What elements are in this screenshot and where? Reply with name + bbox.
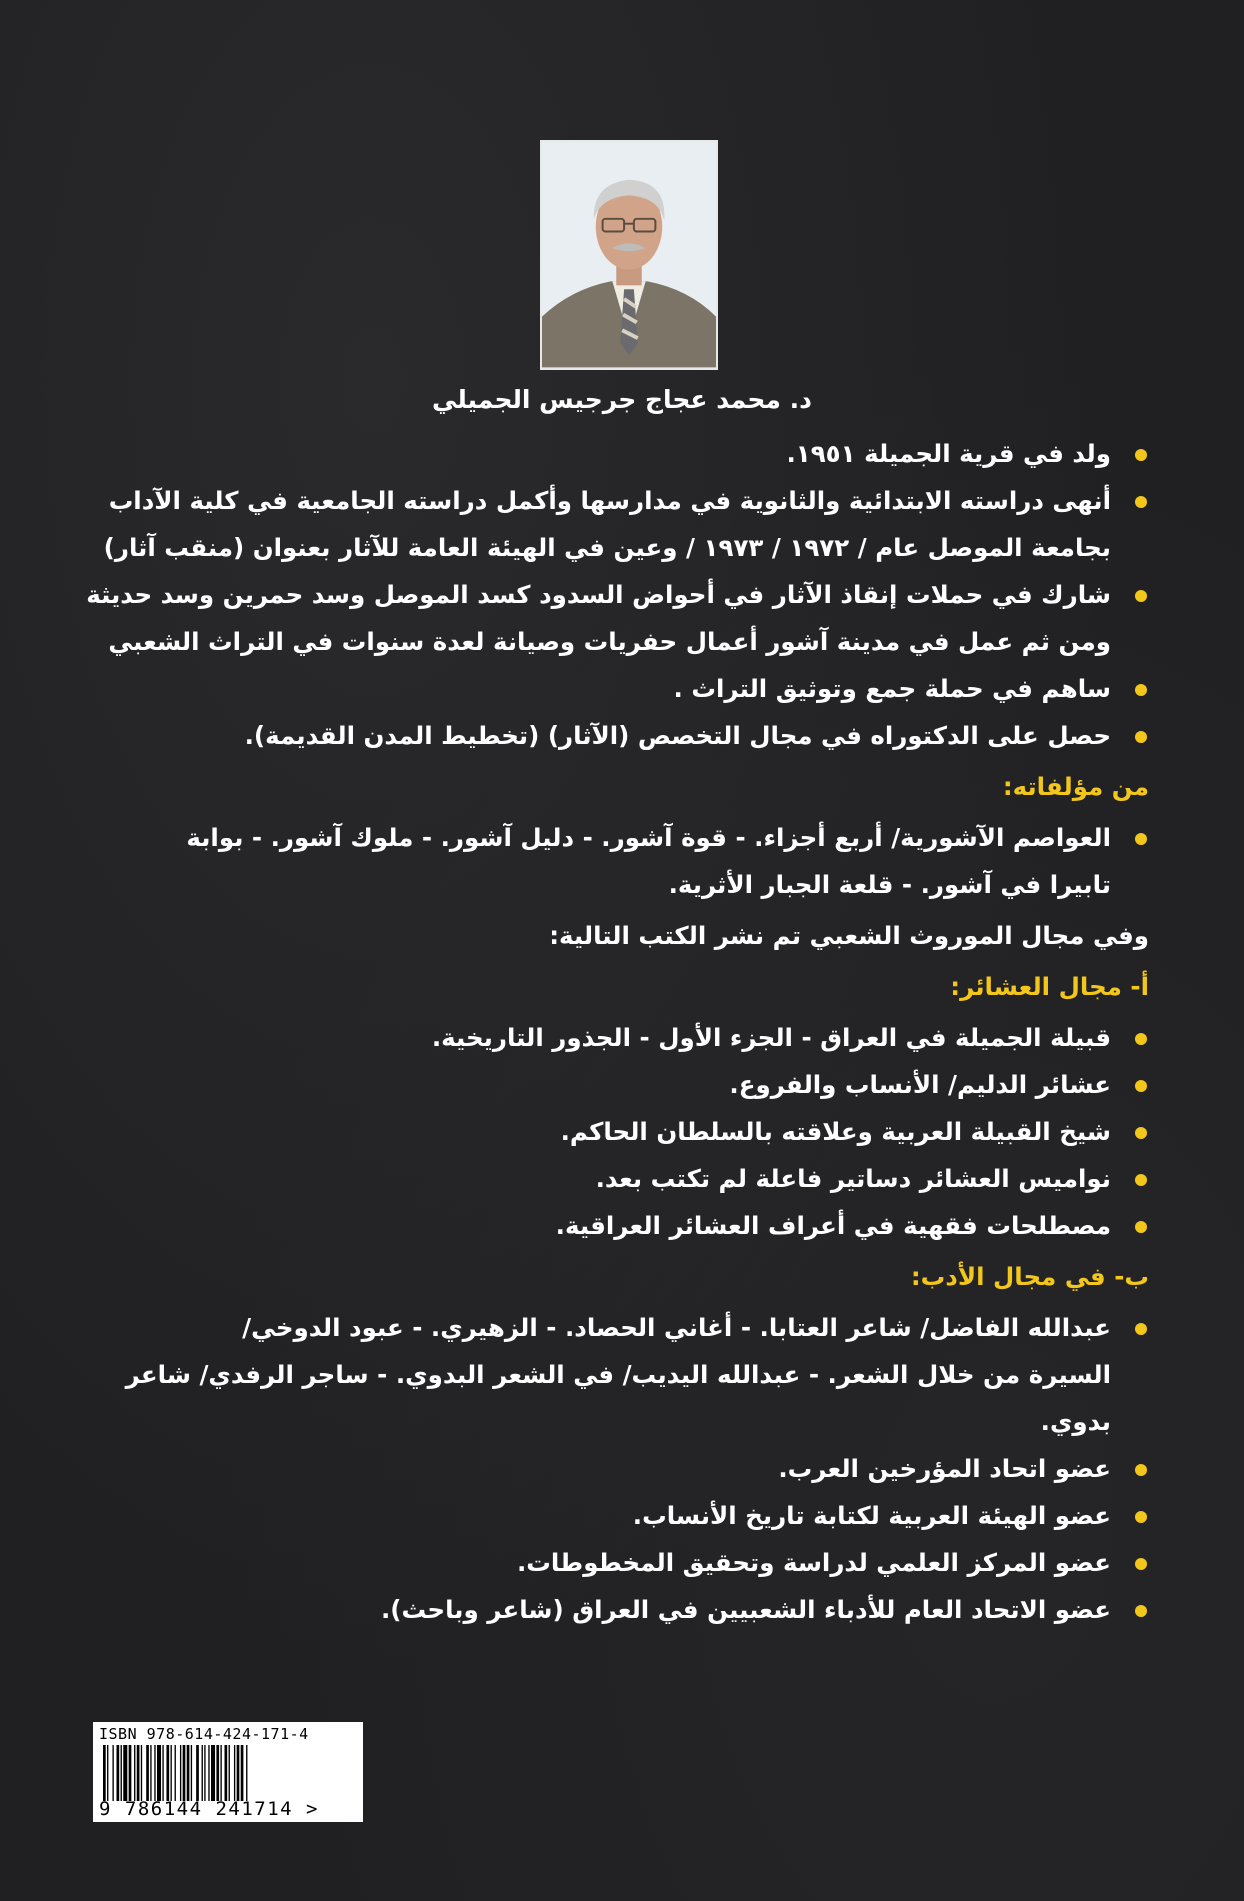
works-line: العواصم الآشورية/ أربع أجزاء. - قوة آشور. - دليل آشور. - ملوك آشور. - بوابة (186, 823, 1111, 852)
tribes-item (79, 1061, 1149, 1108)
membership-line: عضو اتحاد المؤرخين العرب. (778, 1454, 1111, 1483)
bullet-icon (1135, 1558, 1147, 1570)
works-line: تابيرا في آشور. - قلعة الجبار الأثرية. (668, 870, 1111, 899)
bio-item-birth (79, 430, 1149, 477)
bullet-icon (1135, 1511, 1147, 1523)
bio-line: حصل على الدكتوراه في مجال التخصص (الآثار) (تخطيط المدن القديمة). (244, 721, 1111, 750)
bullet-icon (1135, 1127, 1147, 1139)
bullet-icon (1135, 1221, 1147, 1233)
author-photo (540, 140, 718, 370)
bio-item-education (79, 477, 1149, 571)
membership-item (79, 1492, 1149, 1539)
tribes-line: نواميس العشائر دساتير فاعلة لم تكتب بعد. (595, 1164, 1111, 1193)
bio-line: ساهم في حملة جمع وتوثيق التراث . (673, 674, 1111, 703)
bullet-icon (1135, 1174, 1147, 1186)
bullet-icon (1135, 1080, 1147, 1092)
tribes-heading: أ- مجال العشائر: (950, 972, 1149, 1001)
author-portrait-image (542, 142, 716, 368)
bullet-icon (1135, 590, 1147, 602)
bullet-icon (1135, 833, 1147, 845)
membership-item (79, 1586, 1149, 1633)
tribes-line: عشائر الدليم/ الأنساب والفروع. (729, 1070, 1111, 1099)
bullet-icon (1135, 731, 1147, 743)
bullet-icon (1135, 1323, 1147, 1335)
bullet-icon (1135, 1464, 1147, 1476)
author-name: د. محمد عجاج جرجيس الجميلي (432, 385, 812, 414)
tribes-item (79, 1202, 1149, 1249)
barcode-bars-icon (99, 1745, 355, 1801)
works-heading: من مؤلفاته: (1002, 772, 1149, 801)
membership-line: عضو الهيئة العربية لكتابة تاريخ الأنساب. (632, 1501, 1111, 1530)
membership-line: عضو المركز العلمي لدراسة وتحقيق المخطوطات. (517, 1548, 1111, 1577)
literature-line: بدوي. (1040, 1407, 1111, 1436)
literature-line: السيرة من خلال الشعر. - عبدالله اليديب/ في الشعر البدوي. - ساجر الرفدي/ شاعر (125, 1360, 1111, 1389)
bullet-icon (1135, 496, 1147, 508)
bullet-icon (1135, 1033, 1147, 1045)
tribes-line: قبيلة الجميلة في العراق - الجزء الأول - الجذور التاريخية. (431, 1023, 1111, 1052)
tribes-line: شيخ القبيلة العربية وعلاقته بالسلطان الحاكم. (560, 1117, 1111, 1146)
bio-line: ولد في قرية الجميلة ١٩٥١. (786, 439, 1111, 468)
bio-line: شارك في حملات إنقاذ الآثار في أحواض السدود كسد الموصل وسد حمرين وسد حديثة (86, 580, 1111, 609)
isbn-label: ISBN 978-614-424-171-4 (99, 1725, 309, 1743)
isbn-digits: 9 786144 241714 > (99, 1798, 319, 1820)
isbn-barcode (93, 1722, 363, 1822)
membership-line: عضو الاتحاد العام للأدباء الشعبيين في العراق (شاعر وباحث). (380, 1595, 1111, 1624)
literature-item (79, 1304, 1149, 1445)
bullet-icon (1135, 1605, 1147, 1617)
bio-line: بجامعة الموصل عام / ١٩٧٢ / ١٩٧٣ / وعين في الهيئة العامة للآثار بعنوان (منقب آثار) (103, 533, 1111, 562)
bullet-icon (1135, 684, 1147, 696)
folklore-intro: وفي مجال الموروث الشعبي تم نشر الكتب التالية: (549, 921, 1149, 950)
bio-item-heritage (79, 665, 1149, 712)
tribes-item (79, 1155, 1149, 1202)
bio-line: ومن ثم عمل في مدينة آشور أعمال حفريات وصيانة لعدة سنوات في التراث الشعبي (108, 627, 1111, 656)
bio-line: أنهى دراسته الابتدائية والثانوية في مدارسها وأكمل دراسته الجامعية في كلية الآداب (108, 486, 1111, 515)
bio-item-excavations (79, 571, 1149, 665)
works-item-assyria (79, 814, 1149, 908)
author-biography (79, 430, 1149, 1633)
membership-item (79, 1445, 1149, 1492)
literature-line: عبدالله الفاضل/ شاعر العتابا. - أغاني الحصاد. - الزهيري. - عبود الدوخي/ (242, 1313, 1111, 1342)
tribes-item (79, 1014, 1149, 1061)
bio-item-doctorate (79, 712, 1149, 759)
literature-heading: ب- في مجال الأدب: (910, 1262, 1149, 1291)
tribes-line: مصطلحات فقهية في أعراف العشائر العراقية. (555, 1211, 1111, 1240)
tribes-item (79, 1108, 1149, 1155)
bullet-icon (1135, 449, 1147, 461)
membership-item (79, 1539, 1149, 1586)
